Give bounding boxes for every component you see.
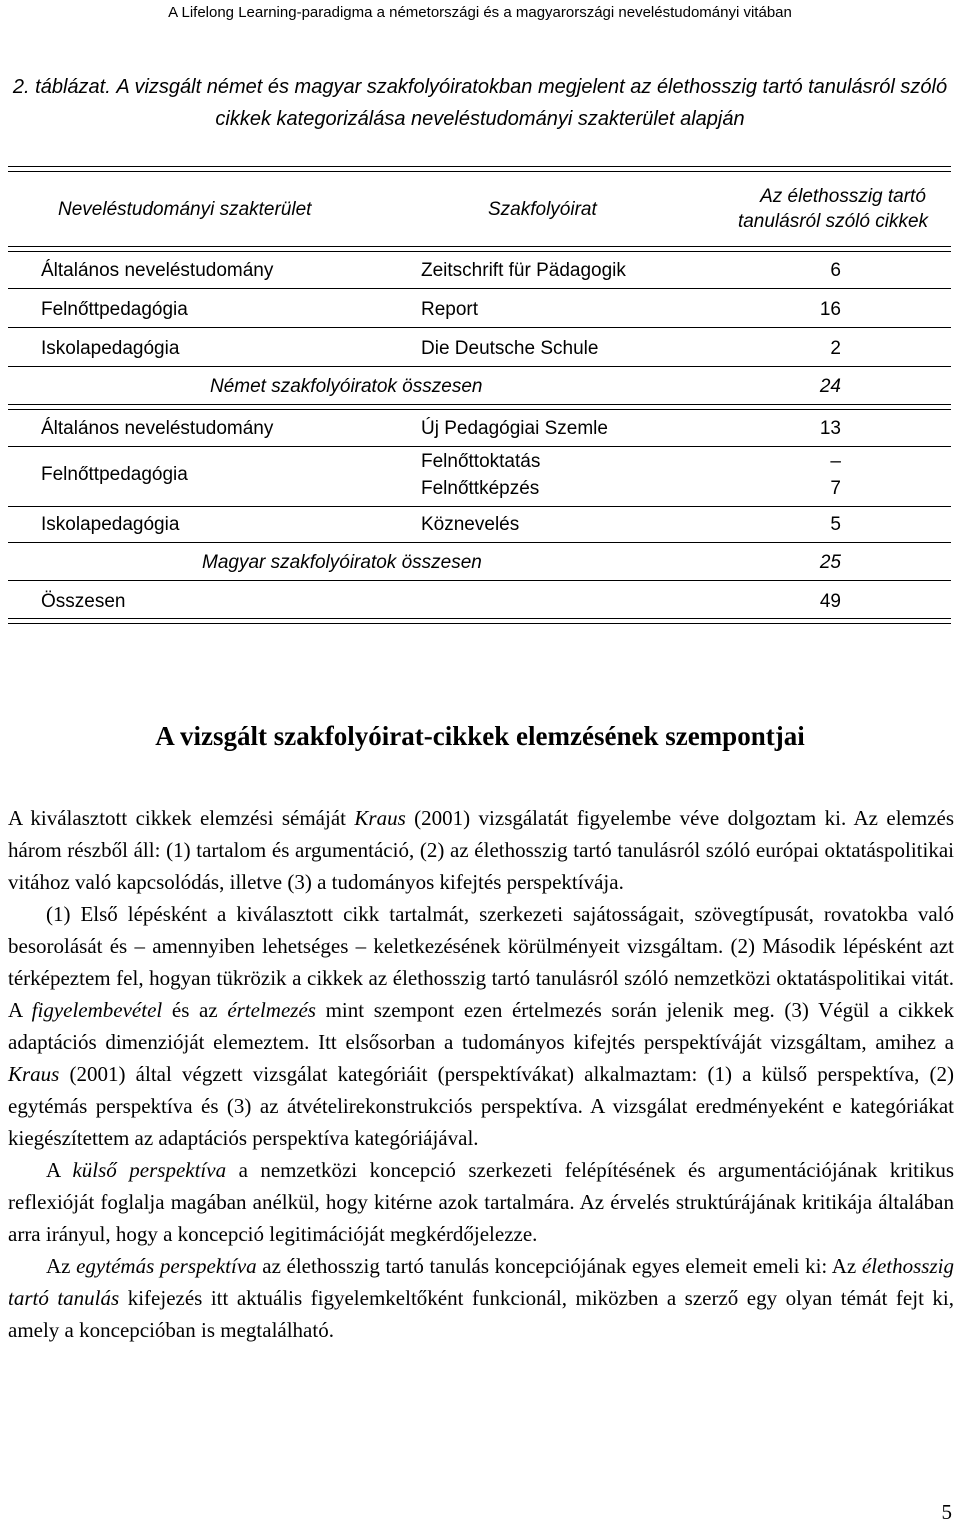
row-journal: Felnőttoktatás: [421, 451, 541, 472]
text-run: kifejezés itt aktuális figyelemkeltőként funkcionál, miközben a szerző egy olyan témát fejt ki, amely a koncepcióban is megtalálható.: [8, 1286, 954, 1342]
row-divider: [8, 506, 951, 507]
text-run: és az: [162, 998, 228, 1022]
row-journal: Köznevelés: [421, 514, 520, 535]
row-divider: [8, 446, 951, 447]
section-rule: [8, 404, 951, 410]
row-journal: Zeitschrift für Pädagogik: [421, 260, 626, 281]
text-run: mint szempont ezen értelmezés során jelenik meg. (3) Végül a cikkek adaptációs dimenzióját elemeztem. Itt elsősorban a tudományos kifejtés perspektíváját vizsgáltam, amihez a: [8, 998, 954, 1054]
hungarian-total-label: Magyar szakfolyóiratok összesen: [202, 552, 482, 573]
table-bottom-rule: [8, 618, 951, 624]
row-divider: [8, 580, 951, 581]
emphasis: külső perspektíva: [72, 1158, 227, 1182]
header-articles-line2: tanulásról szóló cikkek: [737, 211, 929, 232]
text-run: (1) Első lépésként a kiválasztott cikk tartalmát, szerkezeti sajátosságait, szövegtípusát, rovatokba való besorolását és – amennyiben lehetséges – keletkezésének körülményeit vizsgáltam. (2) Második lépésként azt térképeztem fel, hogyan tükrözik a cikkek az élethosszig tartó tanulásról szóló nemzetközi oktatáspolitikai vitát. A: [8, 902, 954, 1022]
table-caption-text: A vizsgált német és magyar szakfolyóiratokban megjelent az élethosszig tartó tanulásról szóló cikkek kategorizálása neveléstudományi szakterület alapján: [116, 76, 948, 130]
table-caption: [8, 71, 952, 135]
row-journal: Die Deutsche Schule: [421, 338, 599, 359]
page-number: 5: [941, 1500, 952, 1524]
german-total-label: Német szakfolyóiratok összesen: [210, 376, 483, 397]
text-run: A: [46, 1158, 73, 1182]
row-count: 6: [830, 260, 841, 281]
row-journal: Új Pedagógiai Szemle: [421, 418, 608, 439]
row-divider: [8, 327, 951, 328]
row-area: Felnőttpedagógia: [41, 464, 188, 485]
text-run: A kiválasztott cikkek elemzési sémáját: [8, 806, 355, 830]
paragraph-1: [8, 802, 954, 898]
section-heading: A vizsgált szakfolyóirat-cikkek elemzésének szempontjai: [155, 721, 805, 751]
hungarian-total-count: 25: [819, 552, 841, 573]
author-citation: Kraus: [8, 1062, 60, 1086]
german-total-count: 24: [819, 376, 841, 397]
text-run: Az: [46, 1254, 77, 1278]
table-top-rule: [8, 166, 951, 172]
author-citation: Kraus: [354, 806, 406, 830]
row-journal: Report: [421, 299, 479, 320]
row-divider: [8, 542, 951, 543]
header-journal: Szakfolyóirat: [488, 199, 597, 220]
text-run: a nemzetközi koncepció szerkezeti felépítésének és argumentációjának kritikus reflexióját foglalja magában anélkül, hogy kitérne azok tartalmára. Az érvelés struktúrájának kritikája általában arra irányul, hogy a koncepció legitimációját megkérdőjelezze.: [8, 1158, 955, 1246]
paragraph-3: [8, 1154, 954, 1250]
row-area: Általános neveléstudomány: [41, 260, 274, 281]
body-text: [8, 802, 954, 1346]
paragraph-2: [8, 898, 954, 1154]
row-count: 2: [830, 338, 841, 359]
row-count: 7: [830, 478, 841, 499]
text-run: (2001) vizsgálatát figyelembe véve dolgoztam ki. Az elemzés három részből áll: (1) tartalom és argumentáció, (2) az élethosszig tartó tanulásról szóló európai oktatáspolitikai vitához való kapcsolódás, illetve (3) a tudományos kifejtés perspektívája.: [8, 806, 955, 894]
header-area: Neveléstudományi szakterület: [58, 199, 312, 220]
emphasis: élethosszig tartó tanulás: [8, 1254, 954, 1310]
text-run: (2001) által végzett vizsgálat kategóriáit (perspektívákat) alkalmaztam: (1) a külső perspektíva, (2) egytémás perspektíva és (3) az átvételirekonstrukciós perspektíva. A vizsgálat eredményeként e kategóriákat kiegészítettem az adaptációs perspektíva kategóriájával.: [8, 1062, 954, 1150]
running-header: A Lifelong Learning-paradigma a németországi és a magyarországi neveléstudományi vitában: [168, 4, 792, 21]
row-count: –: [830, 451, 841, 472]
emphasis: figyelembevétel: [31, 998, 163, 1022]
row-area: Iskolapedagógia: [41, 338, 180, 359]
row-journal: Felnőttképzés: [421, 478, 540, 499]
row-count: 13: [819, 418, 841, 439]
row-area: Iskolapedagógia: [41, 514, 180, 535]
paragraph-4: [8, 1250, 954, 1346]
text-run: az élethosszig tartó tanulás koncepciójának egyes elemeit emeli ki: Az: [256, 1254, 862, 1278]
grand-total-label: Összesen: [41, 591, 126, 612]
grand-total-count: 49: [819, 591, 841, 612]
header-articles-line1: Az élethosszig tartó: [760, 186, 926, 207]
row-count: 5: [830, 514, 841, 535]
row-count: 16: [819, 299, 841, 320]
row-divider: [8, 366, 951, 367]
emphasis: egytémás perspektíva: [76, 1254, 257, 1278]
header-bottom-rule: [8, 246, 951, 252]
emphasis: értelmezés: [227, 998, 316, 1022]
row-divider: [8, 288, 951, 289]
row-area: Általános neveléstudomány: [41, 418, 274, 439]
table-caption-label: 2. táblázat.: [12, 76, 111, 98]
row-area: Felnőttpedagógia: [41, 299, 188, 320]
